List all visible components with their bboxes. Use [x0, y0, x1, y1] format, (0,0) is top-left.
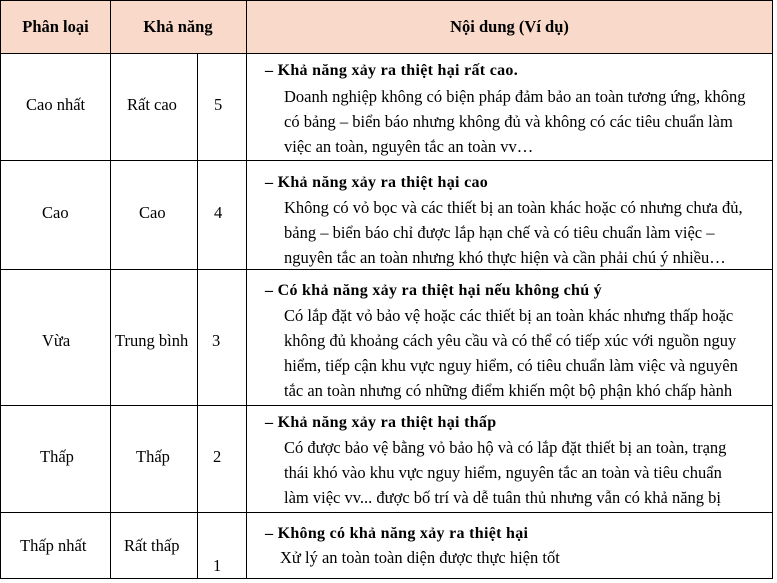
table-border-right: [772, 0, 773, 579]
table-border-bottom: [0, 578, 773, 579]
row-heading: – Khả năng xảy ra thiệt hại rất cao.: [265, 62, 519, 79]
likelihood-cell: Cao: [139, 203, 166, 222]
row-divider: [0, 405, 773, 406]
row-divider: [0, 512, 773, 513]
row-heading: – Không có khả năng xảy ra thiệt hại: [265, 525, 529, 542]
column-divider: [110, 0, 111, 579]
score-cell: 3: [212, 331, 221, 350]
likelihood-cell: Thấp: [136, 447, 170, 466]
description-line: bảng – biển báo chỉ được lắp hạn chế và có tiêu chuẩn làm việc –: [284, 223, 715, 242]
description-line: việc an toàn, nguyên tắc an toàn vv…: [284, 137, 534, 156]
description-line: Doanh nghiệp không có biện pháp đảm bảo an toàn tương ứng, không: [284, 87, 746, 106]
description-line: có bảng – biển báo nhưng không đủ và không có các tiêu chuẩn làm: [284, 112, 733, 131]
header-content: Nội dung (Ví dụ): [450, 16, 569, 36]
description-line: Có lắp đặt vỏ bảo vệ hoặc các thiết bị an toàn khác nhưng thấp hoặc: [284, 306, 734, 325]
row-heading: – Khả năng xảy ra thiệt hại cao: [265, 174, 489, 191]
description-line: làm việc vv... được bố trí và dễ tuân thủ nhưng vẫn có khả năng bị: [284, 488, 722, 507]
category-cell: Thấp: [40, 447, 74, 466]
description-line: Xử lý an toàn toàn diện được thực hiện tốt: [280, 548, 560, 567]
likelihood-cell: Rất cao: [127, 95, 177, 114]
category-cell: Cao: [42, 203, 69, 222]
description-line: thái khó vào khu vực nguy hiểm, nguyên tắc an toàn và tiêu chuẩn: [284, 463, 722, 482]
category-cell: Thấp nhất: [20, 536, 87, 555]
header-likelihood: Khả năng: [143, 16, 213, 36]
description-line: Không có vỏ bọc và các thiết bị an toàn khác hoặc có nhưng chưa đủ,: [284, 198, 743, 217]
table-border-top: [0, 0, 773, 1]
category-cell: Cao nhất: [26, 95, 86, 114]
table-header-divider: [0, 53, 773, 54]
description-line: không đủ khoảng cách yêu cầu và có thể có tiếp xúc với nguồn nguy: [284, 331, 737, 350]
column-divider: [246, 0, 247, 579]
row-divider: [0, 160, 773, 161]
row-heading: – Có khả năng xảy ra thiệt hại nếu không chú ý: [265, 282, 602, 299]
likelihood-cell: Trung bình: [115, 331, 189, 350]
description-line: Có được bảo vệ bằng vỏ bảo hộ và có lắp đặt thiết bị an toàn, trạng: [284, 438, 727, 457]
description-line: tắc an toàn nhưng có những điểm khiến một bộ phận khó chấp hành: [284, 381, 733, 400]
score-cell: 2: [213, 447, 222, 466]
header-category: Phân loại: [22, 16, 89, 36]
column-divider: [197, 54, 198, 579]
score-cell: 5: [214, 95, 223, 114]
description-line: hiểm, tiếp cận khu vực nguy hiểm, có tiêu chuẩn làm việc và nguyên: [284, 356, 738, 375]
likelihood-cell: Rất thấp: [124, 536, 180, 555]
table-border-left: [0, 0, 1, 579]
description-line: nguyên tắc an toàn nhưng khó thực hiện và cần phải chú ý nhiều…: [284, 248, 726, 267]
row-heading: – Khả năng xảy ra thiệt hại thấp: [265, 414, 497, 431]
row-divider: [0, 269, 773, 270]
score-cell: 1: [213, 556, 222, 575]
category-cell: Vừa: [42, 331, 71, 350]
score-cell: 4: [214, 203, 223, 222]
